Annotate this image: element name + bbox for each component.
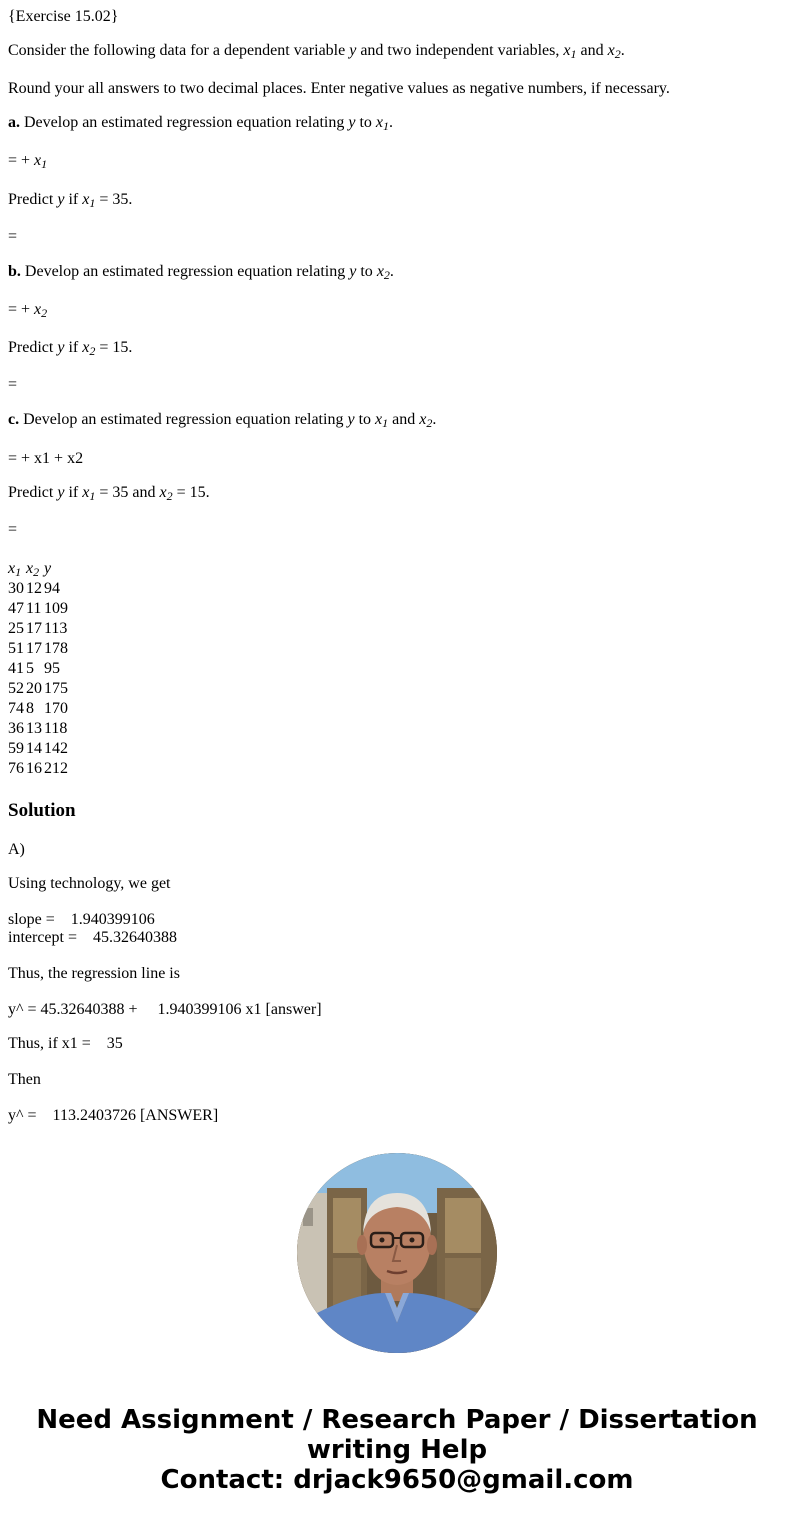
part-a-equation: = + $x_1$ [8,152,48,171]
var-x2: $x_2$ [607,42,621,61]
var-x1: $x_1$ [563,42,577,61]
part-b-equation: = + $x_2$ [8,301,48,320]
solution-heading: Solution [8,800,76,821]
data-table [6,558,70,780]
rounding-note: Round your all answers to two decimal places. Enter negative values as negative numbers, if necessary. [8,80,670,97]
part-c-answer: = [8,521,18,538]
solution-thus-line: Thus, the regression line is [8,965,180,982]
part-b-label: b. [8,263,21,280]
part-a-predict: Predict y if $x_1 = 35$. [8,191,133,210]
part-b-predict: Predict y if $x_2 = 15$. [8,339,133,358]
table-row: 76 16 212 [8,760,68,777]
exercise-title: {Exercise 15.02} [8,8,119,25]
table-row: 47 11 109 [8,600,68,617]
part-c-question: c. Develop an estimated regression equation relating y to $x_1$ and $x_2$. [8,411,437,430]
header-x2: $x_2$ [26,560,40,579]
part-c-label: c. [8,411,20,428]
solution-equation: y^ = 45.32640388 + 1.940399106 x1 [answer] [8,1001,322,1018]
intro-paragraph: Consider the following data for a dependent variable y and two independent variables, $x_1$ and $x_2$. [8,42,625,61]
part-a-question: a. Develop an estimated regression equation relating y to $x_1$. [8,114,394,133]
promo-contact: Contact: drjack9650@gmail.com [160,1465,634,1495]
solution-if-line: Thus, if x1 = 35 [8,1035,123,1052]
solution-slope: slope = 1.940399106 [8,911,155,928]
table-row: 59 14 142 [8,740,68,757]
promo-line-2: writing Help [306,1435,488,1465]
table-row: 51 17 178 [8,640,68,657]
intro-text: and two independent variables, [356,42,564,59]
intro-text: Consider the following data for a dependent variable [8,42,350,59]
part-b-question: b. Develop an estimated regression equation relating y to $x_2$. [8,263,394,282]
part-c-equation: = + x1 + x2 [8,450,84,467]
solution-intercept: intercept = 45.32640388 [8,929,177,946]
solution-tech-line: Using technology, we get [8,875,171,892]
author-photo [297,1153,497,1353]
table-row: 74 8 170 [8,700,68,717]
portrait-illustration [297,1153,497,1353]
intro-text: and [576,42,608,59]
table-row: 52 20 175 [8,680,68,697]
part-a-answer: = [8,228,18,245]
table-row: 36 13 118 [8,720,68,737]
var-y: y [349,42,357,59]
table-row: 30 12 94 [8,580,60,597]
promo-banner [0,1405,794,1495]
table-row: 41 5 95 [8,660,60,677]
header-y: y [44,560,52,577]
solution-part-label: A) [8,841,25,858]
part-b-answer: = [8,376,18,393]
solution-then-line: Then [8,1071,41,1088]
part-c-predict: Predict y if $x_1 = 35$ and $x_2 = 15$. [8,484,210,503]
promo-line-1: Need Assignment / Research Paper / Dissertation [36,1405,758,1435]
solution-result: y^ = 113.2403726 [ANSWER] [8,1107,219,1124]
header-x1: $x_1$ [8,560,22,579]
table-header-row [8,560,68,578]
part-a-label: a. [8,114,20,131]
table-row: 25 17 113 [8,620,68,637]
